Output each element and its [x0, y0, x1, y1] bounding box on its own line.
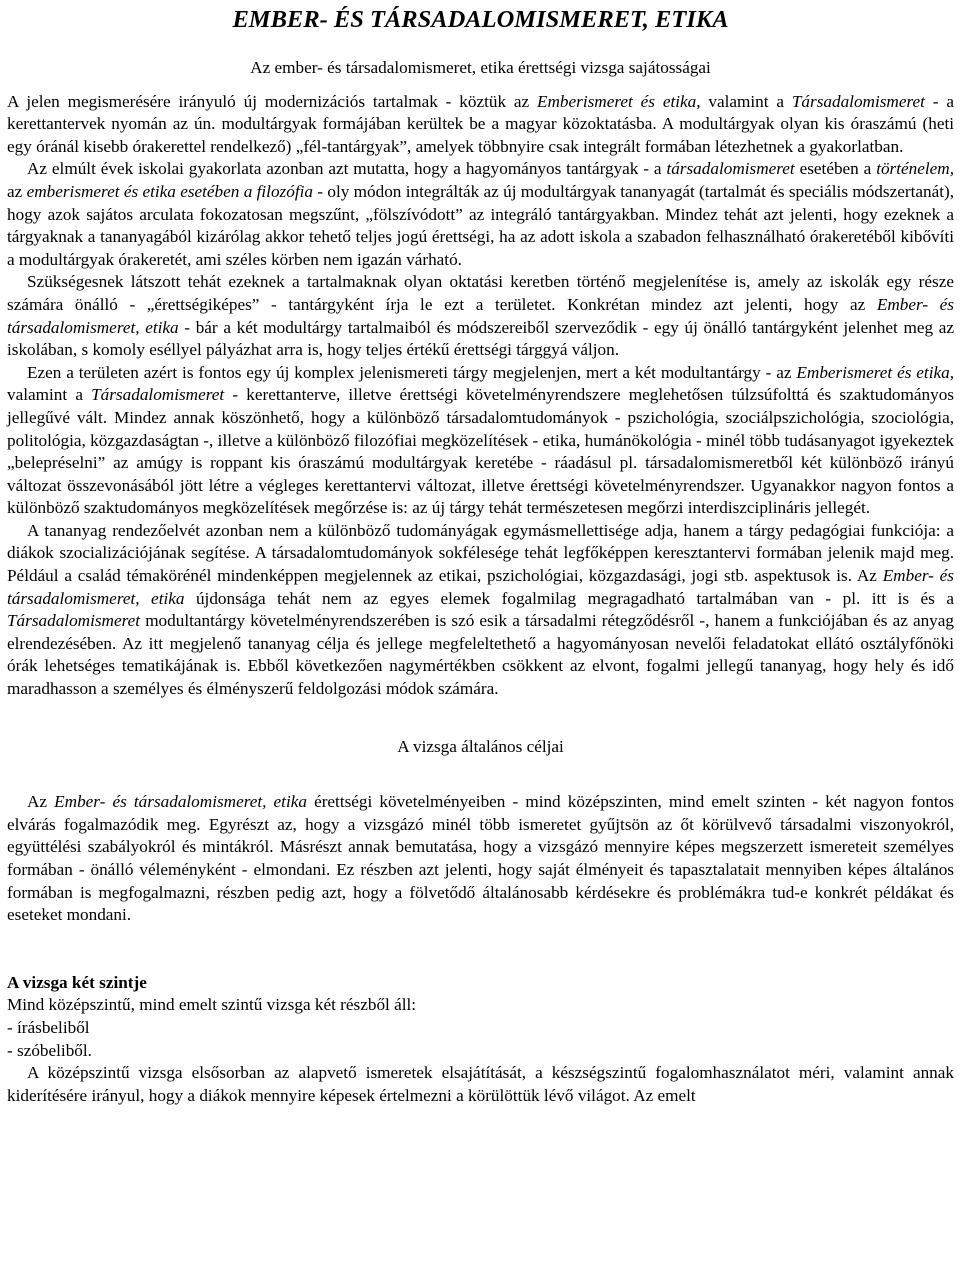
- text-run: - bár a két modultárgy tartalmaiból és módszereiből szerveződik - egy új önálló tantárgyként jelenhet meg az iskolában, s komoly eséllyel pályázhat arra is, hogy teljes értékű érettségi tárggyá váljon.: [7, 317, 954, 360]
- italic-text-run: Ember- és társadalomismeret, etika: [7, 566, 954, 608]
- text-run: valamint a: [7, 385, 92, 405]
- text-run: újdonsága tehát nem az egyes elemek fogalmilag megragadható tartalmában van - pl. itt is és a: [184, 588, 954, 608]
- text-run: A jelen megismerésére irányuló új modernizációs tartalmak - köztük az: [7, 91, 538, 111]
- section-heading-goals: A vizsga általános céljai: [397, 736, 564, 756]
- paragraph-6: [7, 791, 954, 927]
- text-run: A középszintű vizsga elsősorban az alapvető ismeretek elsajátítását, a készségszintű fogalomhasználatot méri, valamint annak kiderítésére irányul, hogy a diákok mennyire képesek értelmezni a körülöttük lévő világot. Az emelt: [7, 1063, 954, 1105]
- list-item-written: - írásbeliből: [7, 1017, 90, 1037]
- text-run: valamint a: [700, 91, 792, 111]
- italic-text-run: társadalomismeret: [666, 159, 795, 179]
- italic-text-run: Ember- és társadalomismeret, etika: [54, 792, 307, 812]
- text-run: - oly módon integrálták az új modultárgyak tananyagát (tartalmát és speciális módszertanát), hogy azok sajátos arculata fokozatosan megszűnt, „fölszívódott” az integráló tantárgyakban. Mindez tehát azt jelenti, hogy ezeknek a tárgyaknak a tananyagából kizárólag akkor tehető teljes jogú érettségi, ha az adott iskola a szabadon felhasználható órakeretéből kibővíti a modultárgyak órakeretét, ami széles körben nem igazán várható.: [7, 181, 954, 269]
- italic-text-run: Társadalomismeret: [7, 611, 141, 631]
- text-run: Szükségesnek látszott tehát ezeknek a tartalmaknak olyan oktatási keretben történő megjelenítése is, amely az iskolák egy része számára önálló - „érettségiképes” - tantárgyként írja le ezt a területet. Konkrétan mindez azt jelenti, hogy az: [7, 272, 954, 314]
- text-run: Az elmúlt évek iskolai gyakorlata azonban azt mutatta, hogy a hagyományos tantárgyak - a: [27, 159, 667, 179]
- italic-text-run: Társadalomismeret: [791, 91, 925, 111]
- paragraph-7: [7, 1062, 954, 1107]
- paragraph-4: [7, 362, 954, 520]
- document-title: EMBER- ÉS TÁRSADALOMISMERET, ETIKA: [232, 6, 729, 33]
- paragraph-2: [7, 158, 954, 271]
- italic-text-run: történelem,: [876, 159, 954, 179]
- paragraph-3: [7, 271, 954, 361]
- list-item-oral: - szóbeliből.: [7, 1040, 92, 1060]
- section-heading-levels: A vizsga két szintje: [7, 972, 147, 992]
- paragraph-1: [7, 91, 954, 159]
- italic-text-run: Emberismeret és etika,: [796, 362, 954, 382]
- italic-text-run: emberismeret és etika esetében a filozófia: [26, 181, 313, 201]
- italic-text-run: Ember- és társadalomismeret, etika: [7, 294, 954, 337]
- italic-text-run: Emberismeret és etika,: [537, 91, 701, 111]
- text-run: Az: [27, 792, 55, 812]
- text-run: A tananyag rendezőelvét azonban nem a különböző tudományágak egymásmellettisége adja, hanem a tárgy pedagógiai funkciója: a diákok szocializációjának segítése. A társadalomtudományok sokfélesége tehát legfőképpen keresztantervi formában jelenik majd meg. Például a család témakörénél mindenképpen megjelennek az etikai, pszichológiai, közgazdasági, jogi stb. aspektusok is. Az: [7, 520, 954, 586]
- text-run: érettségi követelményeiben - mind középszinten, mind emelt szinten - két nagyon fontos elvárás fogalmazódik meg. Egyrészt az, hogy a vizsgázó minél több ismeretet gyűjtsön az őt körülvevő társadalmi viszonyokról, együttélési szabályokról és mintákról. Másrészt annak bemutatása, hogy a vizsgázó mennyire képes megszerzett ismereteit személyes formában - önálló véleményként - elmondani. Ez részben azt jelenti, hogy saját élményeit és tapasztalatait mennyiben képes általános formában is megfogalmazni, részben pedig azt, hogy a fölvetődő általánosabb kérdésekre és problémákra tud-e konkrét példákat és eseteket mondani.: [7, 792, 954, 925]
- text-run: Ezen a területen azért is fontos egy új komplex jelenismereti tárgy megjelenjen, mert a két modultantárgy - az: [27, 362, 797, 382]
- text-run: - a kerettantervek nyomán az ún. modultárgyak formájában kerültek be a magyar közoktatásba. A modultárgyak olyan kis óraszámú (heti egy óránál kisebb órakerettel rendelkező) „fél-tantárgyak”, amelyek többnyire csak integrált formában létezhetnek a gyakorlatban.: [7, 91, 954, 156]
- text-run: kerettanterve, illetve érettségi követelményrendszere meglehetősen túlzsúfolttá és szaktudományos jellegűvé vált. Mindez annak köszönhető, hogy a különböző társadalomtudományok - pszichológia, szociálpszichológia, szociológia, politológia, közgazdaságtan -, illetve a különböző filozófiai megközelítések - etika, humánökológia - minél több tudásanyagot igyekeztek „belepréselni” az amúgy is roppant kis óraszámú modultárgyak keretébe - ráadásul pl. társadalomismeretből két különböző irányú változat összevonásából jött létre a végleges kerettantervi változat, illetve érettségi követelményrendszer. Ugyanakkor nagyon fontos a különböző szaktudományos megközelítések megőrzése is: az új tárgy tehát természetesen megőrzi interdiszciplináris jellegét.: [7, 385, 954, 518]
- paragraph-5: [7, 520, 954, 701]
- text-run: esetében a: [794, 159, 877, 179]
- text-run: modultantárgy követelményrendszerében is szó esik a társadalmi rétegződésről -, hanem a funkciójában és az anyag elrendezésében. Az itt megjelenő tananyag célja és jellege megfeleltethető a hagyományosan nevelői feladatokat ellátó osztályfőnöki órák lehetséges tematikájának is. Ebből következően nagymértékben csökkent az elvont, fogalmi jellegű tananyag, hogy hely és idő maradhasson a személyes és élményszerű feldolgozási módok számára.: [7, 611, 954, 699]
- levels-intro: Mind középszintű, mind emelt szintű vizsga két részből áll:: [7, 995, 417, 1015]
- text-run: az: [7, 181, 27, 201]
- document-subtitle: Az ember- és társadalomismeret, etika érettségi vizsga sajátosságai: [250, 58, 711, 77]
- italic-text-run: Társadalomismeret -: [91, 385, 239, 405]
